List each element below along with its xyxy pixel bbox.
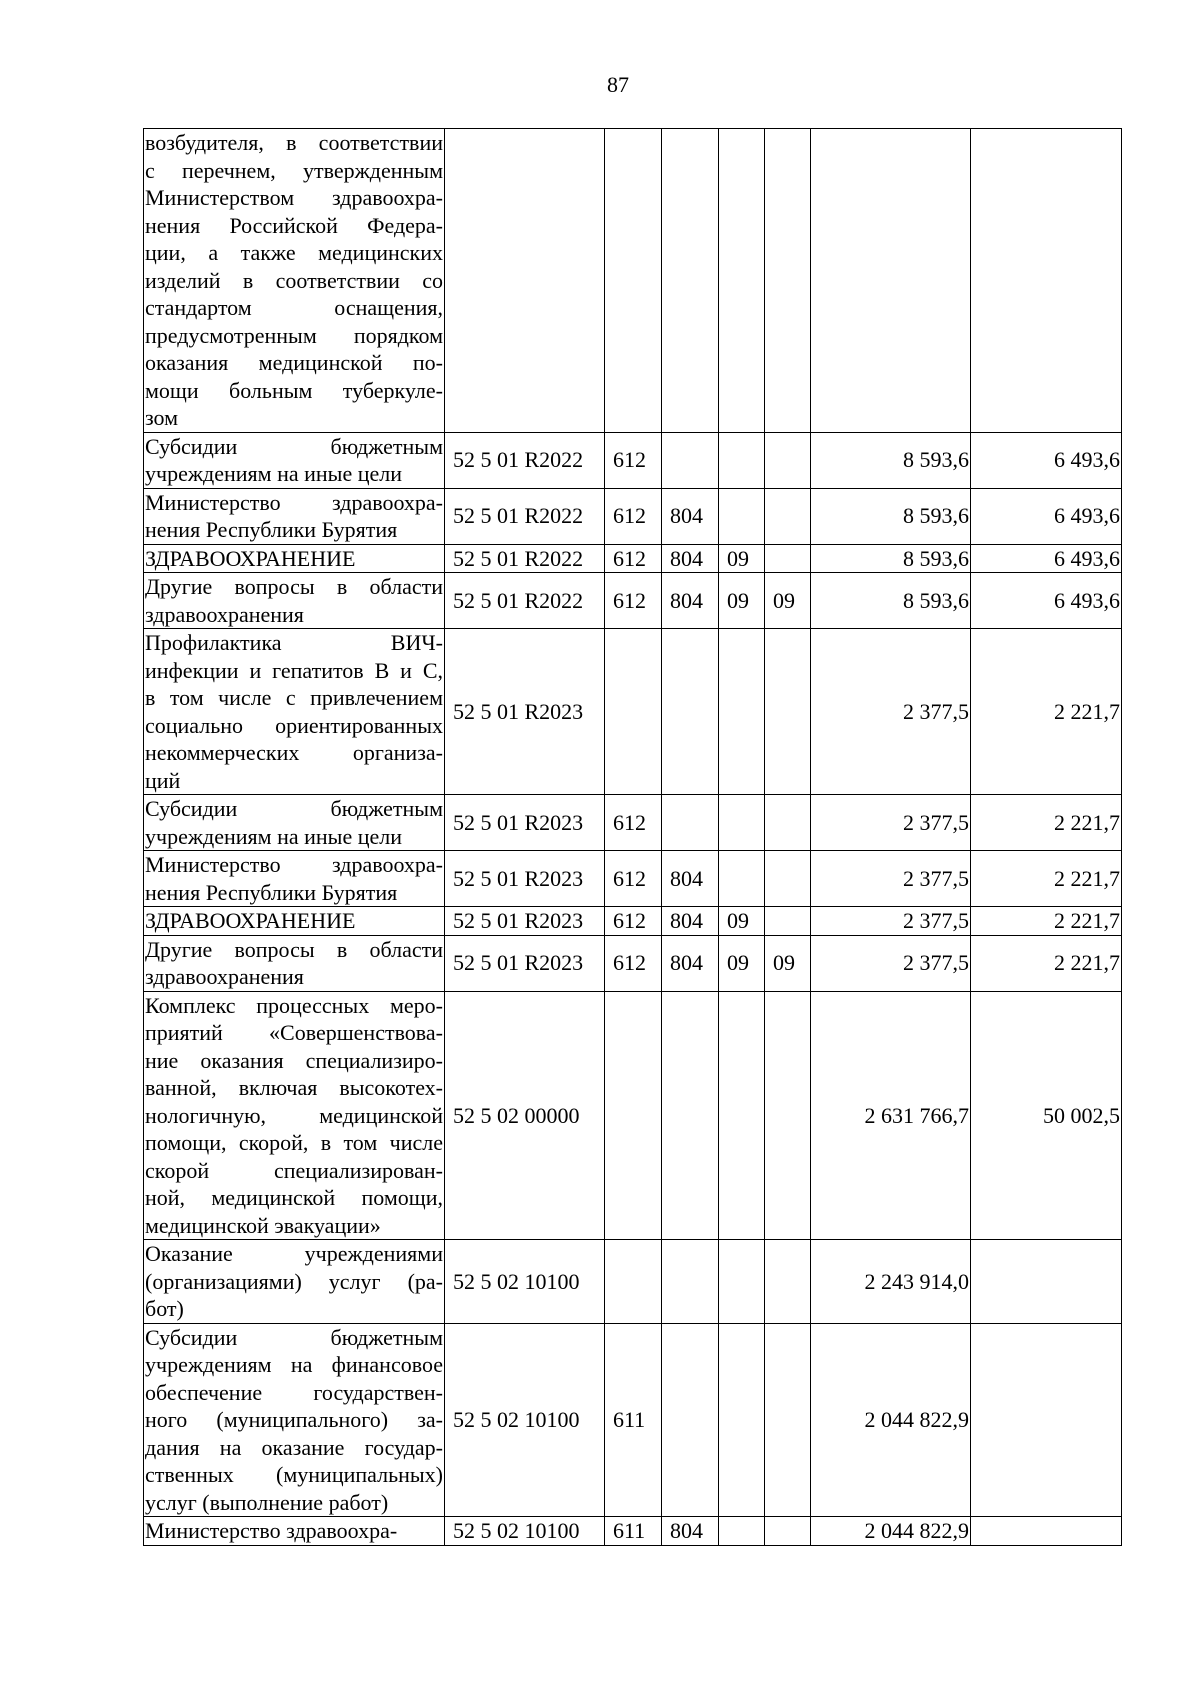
section-code — [719, 851, 765, 907]
table-row — [144, 1517, 1122, 1546]
target-article-code: 52 5 01 R2023 — [445, 851, 605, 907]
item-name-line: Субсидии бюджетным — [145, 796, 443, 821]
amount-total: 2 377,5 — [811, 629, 971, 795]
item-name-line: Министерство здравоохра- — [145, 852, 443, 877]
expense-type-code: 612 — [605, 544, 662, 573]
ministry-code: 804 — [662, 488, 719, 544]
table-row — [144, 907, 1122, 936]
item-name-line: ЗДРАВООХРАНЕНИЕ — [145, 908, 356, 933]
budget-table — [143, 128, 1122, 1546]
section-code — [719, 795, 765, 851]
amount-federal — [971, 1240, 1122, 1324]
amount-total: 8 593,6 — [811, 544, 971, 573]
item-name-line: здравоохранения — [145, 964, 304, 989]
target-article-code: 52 5 02 10100 — [445, 1323, 605, 1517]
section-code — [719, 1517, 765, 1546]
item-name — [144, 935, 445, 991]
target-article-code: 52 5 01 R2023 — [445, 629, 605, 795]
item-name-line: ванной, включая высокотех- — [145, 1075, 443, 1100]
subsection-code — [765, 544, 811, 573]
item-name-line: ного (муниципального) за- — [145, 1407, 443, 1432]
amount-federal — [971, 1517, 1122, 1546]
subsection-code — [765, 1323, 811, 1517]
section-code — [719, 1323, 765, 1517]
subsection-code — [765, 795, 811, 851]
item-name-line: изделий в соответствии со — [145, 267, 443, 293]
item-name-line: инфекции и гепатитов B и C, — [145, 657, 443, 683]
subsection-code — [765, 991, 811, 1240]
item-name-line: ЗДРАВООХРАНЕНИЕ — [145, 545, 356, 571]
item-name — [144, 991, 445, 1240]
target-article-code: 52 5 02 10100 — [445, 1240, 605, 1324]
amount-federal: 2 221,7 — [971, 935, 1122, 991]
section-code: 09 — [719, 907, 765, 936]
section-code — [719, 129, 765, 433]
item-name — [144, 573, 445, 629]
ministry-code — [662, 795, 719, 851]
target-article-code: 52 5 01 R2022 — [445, 432, 605, 488]
item-name-line: нения Российской Федера- — [145, 212, 443, 238]
table-row — [144, 432, 1122, 488]
subsection-code — [765, 1240, 811, 1324]
amount-total: 8 593,6 — [811, 488, 971, 544]
amount-federal — [971, 129, 1122, 433]
section-code — [719, 488, 765, 544]
subsection-code: 09 — [765, 573, 811, 629]
expense-type-code: 611 — [605, 1517, 662, 1546]
table-row — [144, 129, 1122, 433]
expense-type-code: 612 — [605, 851, 662, 907]
item-name-line: ной, медицинской помощи, — [145, 1185, 443, 1210]
subsection-code: 09 — [765, 935, 811, 991]
item-name-line: зом — [145, 405, 179, 430]
section-code — [719, 629, 765, 795]
item-name — [144, 432, 445, 488]
amount-federal: 6 493,6 — [971, 432, 1122, 488]
item-name-line: мощи больным туберкуле- — [145, 377, 443, 403]
item-name — [144, 544, 445, 573]
item-name-line: услуг (выполнение работ) — [145, 1489, 389, 1515]
item-name-line: Другие вопросы в области — [145, 936, 443, 962]
amount-total: 2 377,5 — [811, 907, 971, 936]
item-name — [144, 1240, 445, 1324]
target-article-code: 52 5 01 R2022 — [445, 573, 605, 629]
item-name-line: помощи, скорой, в том числе — [145, 1130, 443, 1155]
table-row — [144, 1240, 1122, 1324]
item-name-line: Субсидии бюджетным — [145, 433, 443, 459]
item-name — [144, 129, 445, 433]
target-article-code: 52 5 02 10100 — [445, 1517, 605, 1546]
table-row — [144, 1323, 1122, 1517]
table-row — [144, 851, 1122, 907]
section-code — [719, 991, 765, 1240]
item-name — [144, 851, 445, 907]
ministry-code: 804 — [662, 935, 719, 991]
item-name — [144, 629, 445, 795]
amount-total — [811, 129, 971, 433]
amount-federal: 2 221,7 — [971, 795, 1122, 851]
table-row — [144, 795, 1122, 851]
item-name — [144, 1517, 445, 1546]
amount-total: 2 243 914,0 — [811, 1240, 971, 1324]
amount-total: 8 593,6 — [811, 432, 971, 488]
item-name-line: с перечнем, утвержденным — [145, 157, 443, 183]
subsection-code — [765, 432, 811, 488]
item-name-line: приятий «Совершенствова- — [145, 1020, 443, 1045]
item-name-line: медицинской эвакуации» — [145, 1212, 381, 1238]
page-number: 87 — [607, 72, 629, 97]
amount-federal: 2 221,7 — [971, 629, 1122, 795]
item-name-line: учреждениям на иные цели — [145, 461, 402, 486]
amount-federal: 6 493,6 — [971, 573, 1122, 629]
amount-federal: 6 493,6 — [971, 488, 1122, 544]
subsection-code — [765, 907, 811, 936]
table-body — [144, 129, 1122, 1546]
section-code: 09 — [719, 573, 765, 629]
ministry-code: 804 — [662, 544, 719, 573]
amount-total: 2 631 766,7 — [811, 991, 971, 1240]
target-article-code: 52 5 01 R2022 — [445, 488, 605, 544]
item-name-line: бот) — [145, 1296, 184, 1321]
expense-type-code: 611 — [605, 1323, 662, 1517]
item-name-line: учреждениям на иные цели — [145, 823, 402, 849]
expense-type-code — [605, 629, 662, 795]
amount-total: 2 377,5 — [811, 795, 971, 851]
table-row — [144, 629, 1122, 795]
item-name — [144, 488, 445, 544]
item-name-line: здравоохранения — [145, 601, 304, 627]
amount-federal: 2 221,7 — [971, 907, 1122, 936]
expense-type-code — [605, 1240, 662, 1324]
section-code: 09 — [719, 544, 765, 573]
ministry-code: 804 — [662, 1517, 719, 1546]
target-article-code — [445, 129, 605, 433]
table-row — [144, 544, 1122, 573]
section-code — [719, 432, 765, 488]
expense-type-code — [605, 129, 662, 433]
ministry-code — [662, 629, 719, 795]
table-row — [144, 991, 1122, 1240]
ministry-code: 804 — [662, 907, 719, 936]
item-name-line: учреждениям на финансовое — [145, 1352, 443, 1377]
expense-type-code: 612 — [605, 488, 662, 544]
ministry-code — [662, 991, 719, 1240]
target-article-code: 52 5 01 R2023 — [445, 795, 605, 851]
subsection-code — [765, 129, 811, 433]
table-row — [144, 935, 1122, 991]
item-name — [144, 907, 445, 936]
amount-total: 2 044 822,9 — [811, 1323, 971, 1517]
item-name-line: скорой специализирован- — [145, 1157, 443, 1183]
amount-federal: 2 221,7 — [971, 851, 1122, 907]
amount-total: 2 377,5 — [811, 851, 971, 907]
expense-type-code: 612 — [605, 935, 662, 991]
subsection-code — [765, 629, 811, 795]
item-name-line: стандартом оснащения, — [145, 295, 443, 320]
target-article-code: 52 5 01 R2023 — [445, 907, 605, 936]
ministry-code — [662, 432, 719, 488]
ministry-code: 804 — [662, 573, 719, 629]
amount-federal: 6 493,6 — [971, 544, 1122, 573]
item-name-line: ции, а также медицинских — [145, 240, 443, 265]
item-name-line: Министерством здравоохра- — [145, 185, 443, 210]
item-name-line: в том числе с привлечением — [145, 685, 443, 710]
item-name-line: возбудителя, в соответствии — [145, 130, 443, 155]
item-name-line: Комплекс процессных меро- — [145, 992, 443, 1018]
expense-type-code: 612 — [605, 907, 662, 936]
item-name-line: оказания медицинской по- — [145, 350, 443, 375]
item-name — [144, 1323, 445, 1517]
section-code: 09 — [719, 935, 765, 991]
amount-federal: 50 002,5 — [971, 991, 1122, 1240]
item-name-line: нологичную, медицинской — [145, 1102, 443, 1128]
item-name-line: (организациями) услуг (ра- — [145, 1268, 443, 1294]
amount-total: 2 044 822,9 — [811, 1517, 971, 1546]
item-name-line: дания на оказание государ- — [145, 1434, 443, 1460]
expense-type-code — [605, 991, 662, 1240]
item-name-line: Другие вопросы в области — [145, 574, 443, 599]
section-code — [719, 1240, 765, 1324]
item-name-line: некоммерческих организа- — [145, 740, 443, 765]
item-name-line: Министерство здравоохра- — [145, 489, 443, 515]
subsection-code — [765, 851, 811, 907]
target-article-code: 52 5 01 R2022 — [445, 544, 605, 573]
subsection-code — [765, 1517, 811, 1546]
item-name-line: Оказание учреждениями — [145, 1241, 443, 1266]
item-name — [144, 795, 445, 851]
ministry-code — [662, 1323, 719, 1517]
item-name-line: нения Республики Бурятия — [145, 517, 398, 542]
subsection-code — [765, 488, 811, 544]
ministry-code: 804 — [662, 851, 719, 907]
expense-type-code: 612 — [605, 432, 662, 488]
item-name-line: ственных (муниципальных) — [145, 1462, 443, 1487]
ministry-code — [662, 129, 719, 433]
item-name-line: нения Республики Бурятия — [145, 879, 398, 905]
item-name-line: предусмотренным порядком — [145, 322, 443, 348]
amount-federal — [971, 1323, 1122, 1517]
amount-total: 8 593,6 — [811, 573, 971, 629]
table-row — [144, 573, 1122, 629]
target-article-code: 52 5 01 R2023 — [445, 935, 605, 991]
item-name-line: ций — [145, 767, 181, 793]
item-name-line: Субсидии бюджетным — [145, 1324, 443, 1350]
table-row — [144, 488, 1122, 544]
item-name-line: Профилактика ВИЧ- — [145, 630, 443, 655]
expense-type-code: 612 — [605, 795, 662, 851]
item-name-line: социально ориентированных — [145, 712, 443, 738]
item-name-line: Министерство здравоохра- — [145, 1518, 398, 1543]
ministry-code — [662, 1240, 719, 1324]
amount-total: 2 377,5 — [811, 935, 971, 991]
expense-type-code: 612 — [605, 573, 662, 629]
item-name-line: ние оказания специализиро- — [145, 1047, 443, 1073]
item-name-line: обеспечение государствен- — [145, 1379, 443, 1405]
target-article-code: 52 5 02 00000 — [445, 991, 605, 1240]
